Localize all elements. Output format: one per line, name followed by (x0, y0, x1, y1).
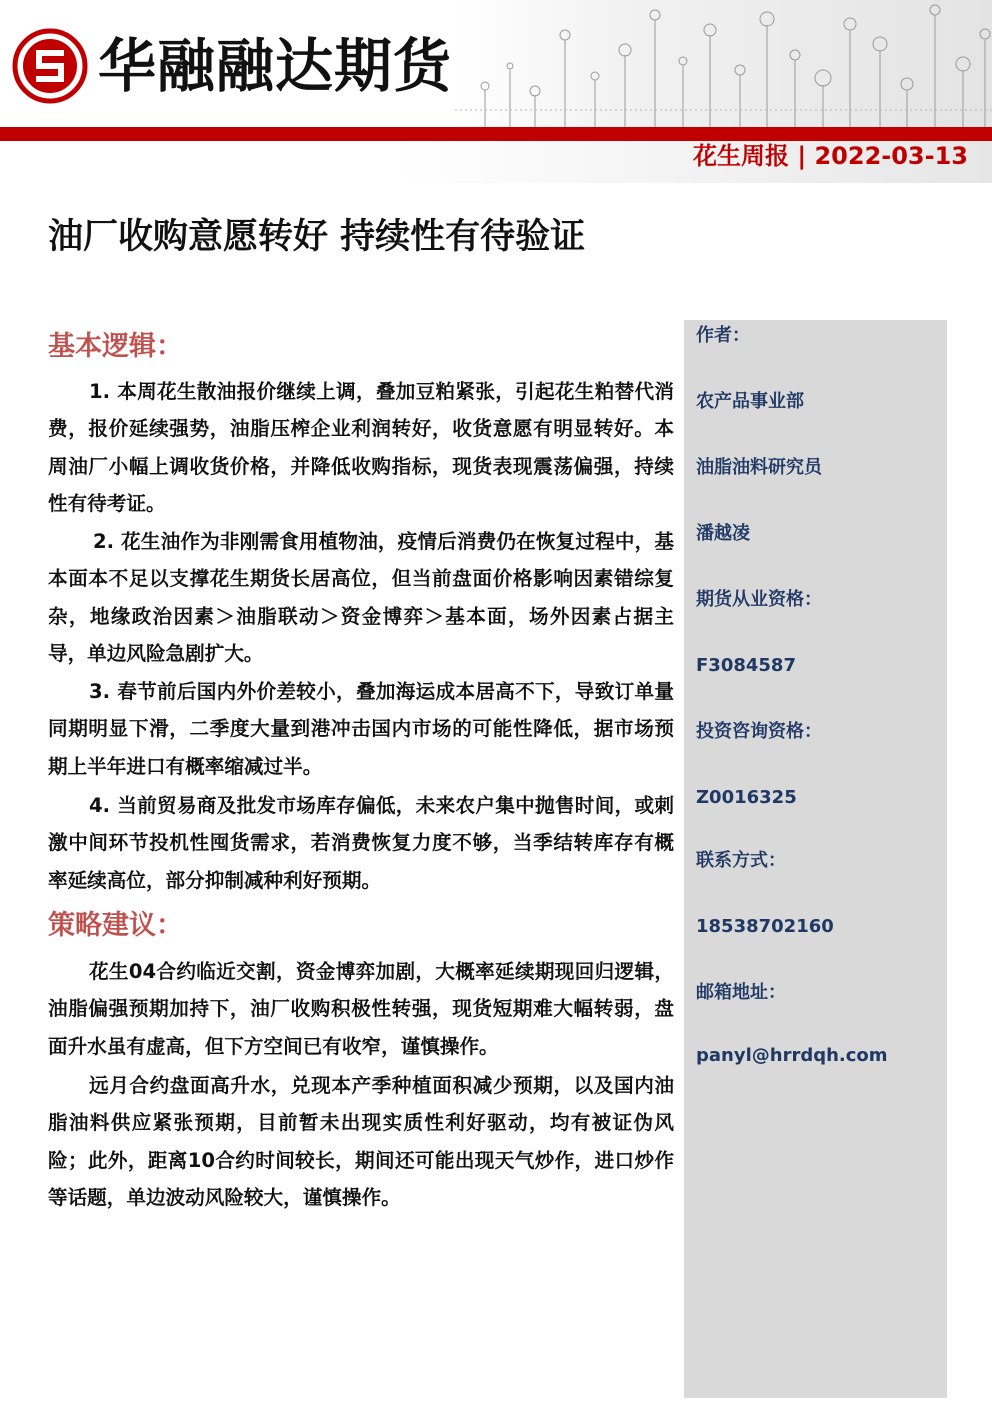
strategy-paragraph-2: 远月合约盘面高升水，兑现本产季种植面积减少预期，以及国内油脂油料供应紧张预期，目前暂未出现实质性利好驱动，均有被证伪风险；此外，距离10合约时间较长，期间还可能出现天气炒作，进口炒作等话题，单边波动风险较大，谨慎操作。 (48, 1074, 674, 1210)
logic-paragraph-4: 4. 当前贸易商及批发市场库存偏低，未来农户集中抛售时间，或刺激中间环节投机性囤货需求，若消费恢复力度不够，当季结转库存有概率延续高位，部分抑制减种利好预期。 (48, 794, 674, 892)
pins-decoration-icon (455, 0, 992, 130)
futures-qualification-id: F3084587 (696, 655, 796, 676)
header-red-bar (0, 127, 992, 141)
section-heading-strategy: 策略建议： (48, 910, 183, 941)
contact-label: 联系方式： (696, 850, 786, 871)
company-logo-icon (12, 28, 88, 104)
report-header (0, 0, 992, 130)
report-title: 油厂收购意愿转好 持续性有待验证 (48, 217, 586, 257)
email-label: 邮箱地址： (696, 982, 786, 1003)
author-label: 作者： (696, 325, 750, 346)
author-name: 潘越凌 (696, 523, 750, 544)
contact-email[interactable]: panyl@hrrdqh.com (696, 1045, 888, 1066)
contact-phone: 18538702160 (696, 916, 834, 937)
author-sidebar (684, 320, 947, 1398)
logic-paragraph-1: 1. 本周花生散油报价继续上调，叠加豆粕紧张，引起花生粕替代消费，报价延续强势，油脂压榨企业利润转好，收货意愿有明显转好。本周油厂小幅上调收货价格，并降低收购指标，现货表现震荡偏强，持续性有待考证。 (48, 380, 674, 516)
advisory-qualification-label: 投资咨询资格： (696, 721, 822, 742)
futures-qualification-label: 期货从业资格： (696, 589, 822, 610)
section-heading-logic: 基本逻辑： (48, 331, 183, 362)
advisory-qualification-id: Z0016325 (696, 787, 797, 808)
brand-name: 华融融达期货 (98, 32, 453, 100)
report-type-date: 花生周报 | 2022-03-13 (693, 142, 968, 170)
logic-paragraph-2: 2. 花生油作为非刚需食用植物油，疫情后消费仍在恢复过程中，基本面本不足以支撑花生期货长居高位，但当前盘面价格影响因素错综复杂，地缘政治因素＞油脂联动＞资金博弈＞基本面，场外因素占据主导，单边风险急剧扩大。 (48, 530, 674, 666)
author-role: 油脂油料研究员 (696, 457, 822, 478)
decorative-pins-graphic (455, 0, 992, 130)
report-tagline-bar (0, 141, 992, 183)
author-department: 农产品事业部 (696, 391, 804, 412)
logic-paragraph-3: 3. 春节前后国内外价差较小，叠加海运成本居高不下，导致订单量同期明显下滑，二季度大量到港冲击国内市场的可能性降低，据市场预期上半年进口有概率缩减过半。 (48, 680, 674, 778)
strategy-paragraph-1: 花生04合约临近交割，资金博弈加剧，大概率延续期现回归逻辑，油脂偏强预期加持下，油厂收购积极性转强，现货短期难大幅转弱，盘面升水虽有虚高，但下方空间已有收窄，谨慎操作。 (48, 960, 674, 1058)
